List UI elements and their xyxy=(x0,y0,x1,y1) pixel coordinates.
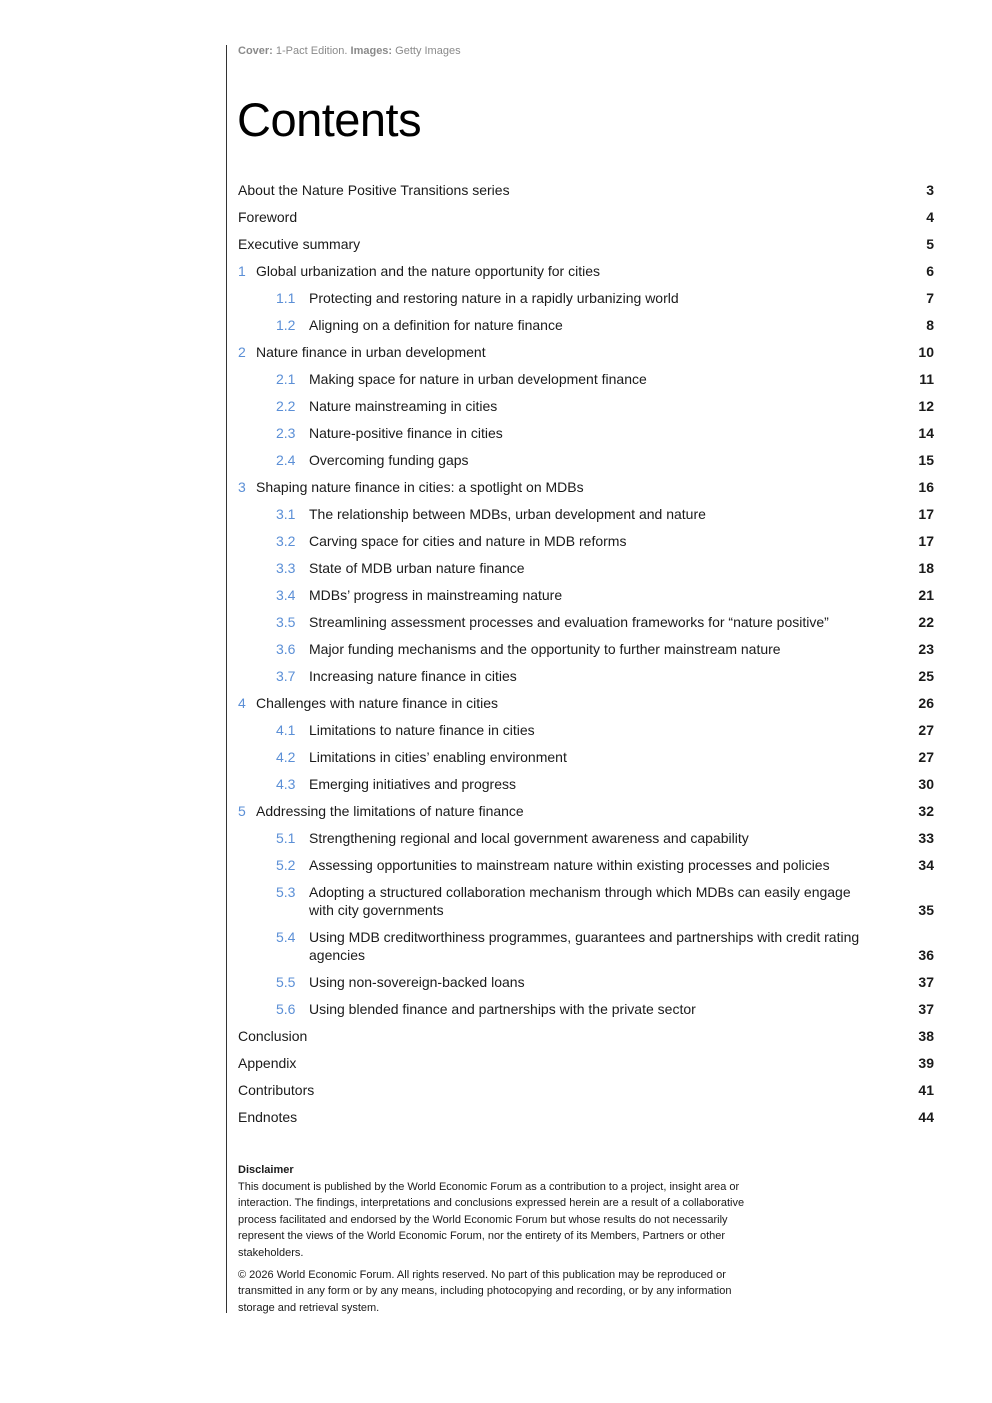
toc-entry[interactable] xyxy=(238,775,934,793)
toc-entry-number: 2.2 xyxy=(276,398,296,414)
toc-entry-number: 3.6 xyxy=(276,641,296,657)
toc-entry[interactable] xyxy=(238,505,934,523)
images-credit-label: Images: xyxy=(350,45,393,57)
toc-entry-number: 2.4 xyxy=(276,452,296,468)
toc-entry-page: 37 xyxy=(918,974,934,990)
toc-entry-number: 3.7 xyxy=(276,668,296,684)
toc-entry-page: 30 xyxy=(918,776,934,792)
disclaimer-heading: Disclaimer xyxy=(238,1164,294,1176)
toc-entry-number: 4 xyxy=(238,695,246,711)
toc-entry-number: 5.4 xyxy=(276,929,296,945)
toc-entry-number: 3.5 xyxy=(276,614,296,630)
toc-entry-number: 2.3 xyxy=(276,425,296,441)
toc-entry-number: 5.6 xyxy=(276,1001,296,1017)
toc-entry[interactable] xyxy=(238,208,934,226)
toc-entry-page: 26 xyxy=(918,695,934,711)
toc-entry[interactable] xyxy=(238,235,934,253)
toc-entry-page: 34 xyxy=(918,857,934,873)
toc-entry-title: Nature finance in urban development xyxy=(256,344,486,360)
toc-entry[interactable] xyxy=(238,856,934,874)
toc-entry-page: 14 xyxy=(918,425,934,441)
toc-entry-page: 7 xyxy=(926,290,934,306)
toc-entry-number: 2.1 xyxy=(276,371,296,387)
toc-entry-page: 17 xyxy=(918,533,934,549)
toc-entry-page: 23 xyxy=(918,641,934,657)
toc-entry-page: 8 xyxy=(926,317,934,333)
toc-entry-page: 25 xyxy=(918,668,934,684)
toc-entry[interactable] xyxy=(238,973,934,991)
toc-entry-title: Addressing the limitations of nature finance xyxy=(256,803,524,819)
toc-entry-title: Major funding mechanisms and the opportunity to further mainstream nature xyxy=(309,641,781,657)
toc-entry-page: 39 xyxy=(918,1055,934,1071)
toc-entry-number: 3 xyxy=(238,479,246,495)
toc-entry-title: About the Nature Positive Transitions series xyxy=(238,182,510,198)
toc-entry-number: 4.3 xyxy=(276,776,296,792)
toc-entry-title: State of MDB urban nature finance xyxy=(309,560,525,576)
toc-entry-page: 44 xyxy=(918,1109,934,1125)
toc-entry[interactable] xyxy=(238,694,934,712)
toc-entry-page: 32 xyxy=(918,803,934,819)
toc-entry-page: 10 xyxy=(918,344,934,360)
toc-entry[interactable] xyxy=(238,370,934,388)
toc-entry-title: Limitations in cities’ enabling environment xyxy=(309,749,567,765)
toc-entry-page: 17 xyxy=(918,506,934,522)
toc-entry-title: Using non-sovereign-backed loans xyxy=(309,974,525,990)
toc-entry-title: Executive summary xyxy=(238,236,361,252)
toc-entry[interactable] xyxy=(238,559,934,577)
toc-entry[interactable] xyxy=(238,586,934,604)
toc-entry-title: Adopting a structured collaboration mechanism through which MDBs can easily engage with city governments xyxy=(309,884,851,918)
toc-entry-page: 4 xyxy=(926,209,934,225)
toc-entry-title: Aligning on a definition for nature finance xyxy=(309,317,563,333)
toc-entry-title: Challenges with nature finance in cities xyxy=(256,695,499,711)
toc-entry[interactable] xyxy=(238,748,934,766)
images-credit-value: Getty Images xyxy=(395,45,461,57)
toc-entry-page: 36 xyxy=(918,947,934,963)
toc-entry-number: 5.1 xyxy=(276,830,296,846)
toc-entry-title: Shaping nature finance in cities: a spotlight on MDBs xyxy=(256,479,584,495)
toc-entry[interactable] xyxy=(238,1000,934,1018)
cover-credit xyxy=(238,45,461,57)
toc-entry-title: MDBs’ progress in mainstreaming nature xyxy=(309,587,563,603)
toc-entry-title: Conclusion xyxy=(238,1028,308,1044)
toc-entry[interactable] xyxy=(238,829,934,847)
toc-entry-number: 1.1 xyxy=(276,290,296,306)
left-margin-rule xyxy=(226,45,227,1313)
table-of-contents xyxy=(238,181,934,1135)
toc-entry-title: Making space for nature in urban development finance xyxy=(309,371,647,387)
toc-entry-title: Limitations to nature finance in cities xyxy=(309,722,535,738)
toc-entry[interactable] xyxy=(238,667,934,685)
toc-entry-number: 3.2 xyxy=(276,533,296,549)
copyright-notice: © 2026 World Economic Forum. All rights reserved. No part of this publication may be reproduced or transmitted in any form or by any means, including photocopying and recording, or by any information storage and retrieval system. xyxy=(238,1268,732,1314)
toc-entry[interactable] xyxy=(238,478,934,496)
toc-entry-number: 1 xyxy=(238,263,246,279)
disclaimer-body: This document is published by the World Economic Forum as a contribution to a project, insight area or interaction. The findings, interpretations and conclusions expressed herein are a result of a collaborative process facilitated and endorsed by the World Economic Forum but whose results do not necessarily represent the views of the World Economic Forum, nor the entirety of its Members, Partners or other stakeholders. xyxy=(238,1180,745,1259)
toc-entry-page: 37 xyxy=(918,1001,934,1017)
toc-entry-number: 4.1 xyxy=(276,722,296,738)
toc-entry[interactable] xyxy=(238,883,934,919)
toc-entry-page: 21 xyxy=(918,587,934,603)
toc-entry-page: 6 xyxy=(926,263,934,279)
toc-entry-number: 5.2 xyxy=(276,857,296,873)
toc-entry-number: 5.5 xyxy=(276,974,296,990)
toc-entry-title: Contributors xyxy=(238,1082,315,1098)
toc-entry[interactable] xyxy=(238,640,934,658)
toc-entry-page: 16 xyxy=(918,479,934,495)
toc-entry-page: 41 xyxy=(918,1082,934,1098)
toc-entry-title: Carving space for cities and nature in MDB reforms xyxy=(309,533,627,549)
toc-entry-number: 5 xyxy=(238,803,246,819)
toc-entry[interactable] xyxy=(238,1054,934,1072)
toc-entry-title: Assessing opportunities to mainstream nature within existing processes and policies xyxy=(309,857,830,873)
toc-entry-number: 5.3 xyxy=(276,884,296,900)
toc-entry-title: Using MDB creditworthiness programmes, guarantees and partnerships with credit rating agencies xyxy=(309,929,860,963)
toc-entry-page: 15 xyxy=(918,452,934,468)
toc-entry-title: Endnotes xyxy=(238,1109,298,1125)
toc-entry-page: 33 xyxy=(918,830,934,846)
toc-entry-title: Protecting and restoring nature in a rapidly urbanizing world xyxy=(309,290,679,306)
toc-entry[interactable] xyxy=(238,343,934,361)
toc-entry[interactable] xyxy=(238,721,934,739)
toc-entry-page: 35 xyxy=(918,902,934,918)
toc-entry-page: 38 xyxy=(918,1028,934,1044)
toc-entry-page: 18 xyxy=(918,560,934,576)
toc-entry-number: 1.2 xyxy=(276,317,296,333)
toc-entry-number: 3.3 xyxy=(276,560,296,576)
page-title: Contents xyxy=(237,93,422,146)
toc-entry-title: Nature mainstreaming in cities xyxy=(309,398,498,414)
toc-entry-page: 22 xyxy=(918,614,934,630)
toc-entry[interactable] xyxy=(238,397,934,415)
toc-entry[interactable] xyxy=(238,613,934,631)
toc-entry[interactable] xyxy=(238,532,934,550)
toc-entry-title: Nature-positive finance in cities xyxy=(309,425,503,441)
toc-entry-title: Streamlining assessment processes and evaluation frameworks for “nature positive” xyxy=(309,614,829,630)
toc-entry-page: 12 xyxy=(918,398,934,414)
toc-entry-title: The relationship between MDBs, urban development and nature xyxy=(309,506,706,522)
toc-entry-title: Appendix xyxy=(238,1055,297,1071)
toc-entry-title: Emerging initiatives and progress xyxy=(309,776,516,792)
toc-entry-number: 4.2 xyxy=(276,749,296,765)
toc-entry[interactable] xyxy=(238,289,934,307)
toc-entry-page: 3 xyxy=(926,182,934,198)
toc-entry[interactable] xyxy=(238,1027,934,1045)
toc-entry[interactable] xyxy=(238,802,934,820)
toc-entry-number: 2 xyxy=(238,344,246,360)
toc-entry-title: Strengthening regional and local government awareness and capability xyxy=(309,830,749,846)
toc-entry-page: 27 xyxy=(918,722,934,738)
toc-entry[interactable] xyxy=(238,262,934,280)
toc-entry-title: Global urbanization and the nature opportunity for cities xyxy=(256,263,600,279)
toc-entry-title: Overcoming funding gaps xyxy=(309,452,469,468)
toc-entry-title: Using blended finance and partnerships with the private sector xyxy=(309,1001,696,1017)
toc-entry[interactable] xyxy=(238,424,934,442)
toc-entry[interactable] xyxy=(238,181,934,199)
toc-entry[interactable] xyxy=(238,1108,934,1126)
toc-entry-title: Foreword xyxy=(238,209,298,225)
toc-entry[interactable] xyxy=(238,928,934,964)
toc-entry[interactable] xyxy=(238,451,934,469)
toc-entry-page: 11 xyxy=(919,371,934,387)
toc-entry-number: 3.1 xyxy=(276,506,296,522)
toc-entry[interactable] xyxy=(238,1081,934,1099)
cover-credit-value: 1-Pact Edition. xyxy=(275,45,348,57)
toc-entry[interactable] xyxy=(238,316,934,334)
toc-entry-title: Increasing nature finance in cities xyxy=(309,668,517,684)
toc-entry-page: 5 xyxy=(926,236,934,252)
disclaimer xyxy=(238,1162,768,1316)
toc-entry-number: 3.4 xyxy=(276,587,296,603)
cover-credit-label: Cover: xyxy=(238,45,273,57)
toc-entry-page: 27 xyxy=(918,749,934,765)
